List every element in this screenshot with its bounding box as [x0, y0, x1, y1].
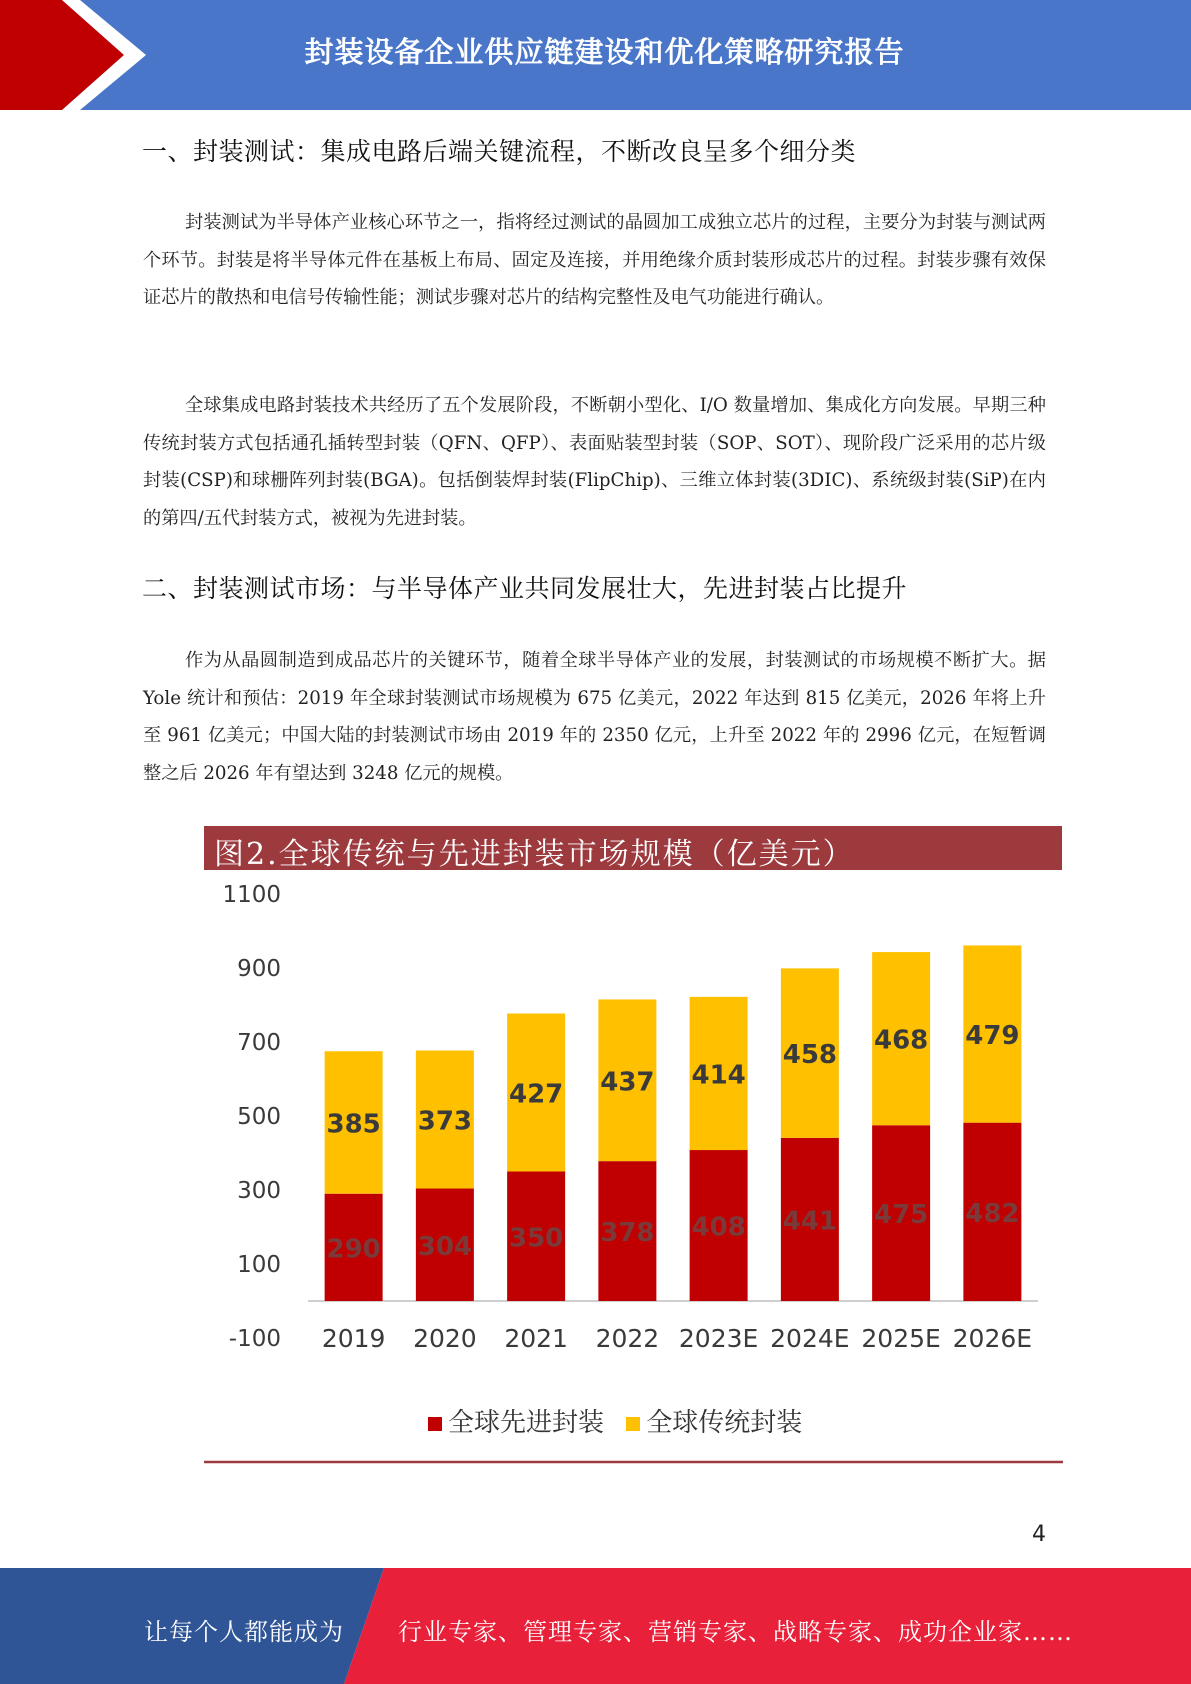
data-label-advanced-2020: 304 [417, 1231, 473, 1262]
x-tick-label-2023E: 2023E [678, 1324, 759, 1353]
legend-item-traditional [626, 1402, 802, 1439]
chart-canvas [183, 822, 1089, 1470]
footer-slogan-left: 让每个人都能成为 [144, 1618, 344, 1646]
footer-slogan-right: 行业专家、管理专家、营销专家、战略专家、成功企业家…… [398, 1618, 1073, 1646]
data-label-traditional-2022: 437 [600, 1067, 655, 1098]
section2-heading: 二、封装测试市场：与半导体产业共同发展壮大，先进封装占比提升 [142, 574, 908, 603]
page-header [0, 0, 1191, 110]
data-label-traditional-2024E: 458 [782, 1040, 838, 1071]
chart-legend [428, 1402, 816, 1439]
y-tick-label: 900 [237, 956, 281, 982]
data-label-traditional-2019: 385 [326, 1109, 381, 1140]
data-label-traditional-2025E: 468 [873, 1025, 929, 1056]
chart-title-bar [204, 826, 1062, 870]
data-label-advanced-2024E: 441 [782, 1206, 838, 1237]
section2-paragraph-1: 作为从晶圆制造到成品芯片的关键环节，随着全球半导体产业的发展，封装测试的市场规模不断扩大。据 Yole 统计和预估：2019 年全球封装测试市场规模为 675 亿美元，2022 年达到 815 亿美元，2026 年将上升至 961 亿美元；中国大陆的封装测试市场由 2019 年的 2350 亿元，上升至 2022 年的 2996 亿元，在短暂调整之后 2026 年有望达到 3248 亿元的规模。 [143, 650, 1046, 784]
legend-item-advanced [428, 1402, 604, 1439]
y-tick-label: 100 [237, 1252, 281, 1278]
x-tick-label-2020: 2020 [413, 1324, 477, 1353]
y-tick-label: 1100 [222, 882, 281, 908]
x-tick-label-2026E: 2026E [952, 1324, 1033, 1353]
page-number: 4 [1032, 1522, 1046, 1547]
x-tick-label-2025E: 2025E [861, 1324, 941, 1353]
section1-paragraph-1: 封装测试为半导体产业核心环节之一，指将经过测试的晶圆加工成独立芯片的过程，主要分为封装与测试两个环节。封装是将半导体元件在基板上布局、固定及连接，并用绝缘介质封装形成芯片的过程。封装步骤有效保证芯片的散热和电信号传输性能；测试步骤对芯片的结构完整性及电气功能进行确认。 [143, 212, 1046, 308]
data-label-advanced-2022: 378 [600, 1218, 655, 1249]
report-title: 封装设备企业供应链建设和优化策略研究报告 [304, 35, 905, 69]
x-tick-label-2021: 2021 [504, 1324, 568, 1353]
section1-paragraph-2: 全球集成电路封装技术共经历了五个发展阶段，不断朝小型化、I/O 数量增加、集成化方向发展。早期三种传统封装方式包括通孔插转型封装（QFN、QFP）、表面贴装型封装（SOP、SOT）、现阶段广泛采用的芯片级封装(CSP)和球栅阵列封装(BGA)。包括倒装焊封装(FlipChip)、三维立体封装(3DIC)、系统级封装(SiP)在内的第四/五代封装方式，被视为先进封装。 [143, 395, 1046, 529]
x-tick-label-2024E: 2024E [770, 1324, 850, 1353]
data-label-traditional-2021: 427 [508, 1079, 564, 1110]
legend-swatch-advanced [428, 1417, 442, 1431]
data-label-advanced-2025E: 475 [873, 1200, 929, 1231]
data-label-traditional-2020: 373 [417, 1106, 473, 1137]
section1-heading: 一、封装测试：集成电路后端关键流程，不断改良呈多个细分类 [142, 137, 857, 166]
data-label-advanced-2023E: 408 [691, 1212, 746, 1243]
x-tick-label-2022: 2022 [595, 1324, 660, 1353]
legend-swatch-traditional [626, 1417, 640, 1431]
y-tick-label: 700 [237, 1030, 281, 1056]
data-label-advanced-2026E: 482 [965, 1198, 1020, 1229]
legend-label-advanced: 全球先进封装 [448, 1408, 605, 1438]
data-label-advanced-2019: 290 [326, 1234, 381, 1265]
y-tick-label: -100 [228, 1326, 281, 1352]
data-label-advanced-2021: 350 [508, 1223, 564, 1254]
page-footer [0, 1568, 1191, 1684]
y-tick-label: 500 [237, 1104, 281, 1130]
legend-label-traditional: 全球传统封装 [646, 1408, 803, 1438]
chart-title: 图2.全球传统与先进封装市场规模（亿美元） [214, 837, 855, 872]
market-size-chart [183, 822, 1089, 1470]
data-label-traditional-2023E: 414 [691, 1060, 746, 1091]
data-label-traditional-2026E: 479 [965, 1021, 1020, 1052]
y-tick-label: 300 [237, 1178, 281, 1204]
x-tick-label-2019: 2019 [321, 1324, 386, 1353]
